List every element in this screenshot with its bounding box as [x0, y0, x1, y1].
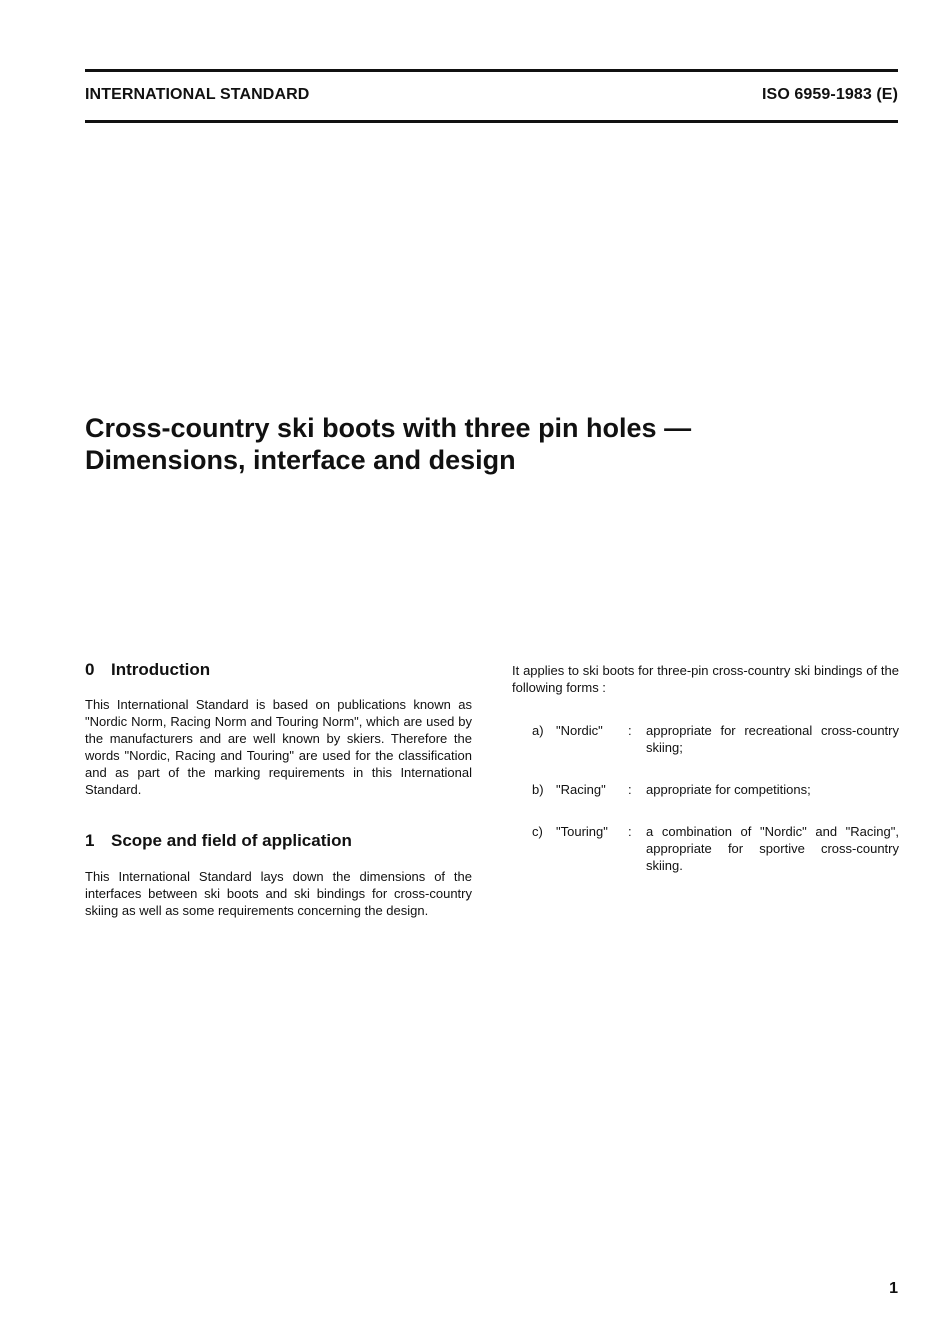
form-colon: : — [628, 824, 632, 839]
right-column — [512, 662, 899, 899]
scope-heading — [85, 831, 472, 851]
form-item-nordic — [512, 722, 899, 756]
header-rule-top — [85, 69, 898, 72]
form-colon: : — [628, 782, 632, 797]
document-title — [85, 412, 885, 476]
form-letter: a) — [532, 723, 544, 738]
applies-paragraph: It applies to ski boots for three-pin cross-country ski bindings of the following forms : — [512, 663, 899, 695]
form-term: "Racing" — [556, 782, 606, 797]
forms-list — [512, 722, 899, 874]
form-item-touring — [512, 823, 899, 874]
header-rule-bottom — [85, 120, 898, 123]
form-letter: b) — [532, 782, 544, 797]
scope-number: 1 — [85, 831, 95, 850]
left-column — [85, 660, 472, 919]
document-type-label: INTERNATIONAL STANDARD — [85, 86, 310, 103]
introduction-paragraph: This International Standard is based on publications known as "Nordic Norm, Racing Norm and Touring Norm", which are used by the manufacturers and are well known by skiers. Therefore the words "Nordic, Racing and Touring" are used for the classification and as part of the marking requirements in this International Standard. — [85, 697, 472, 797]
title-line-1: Cross-country ski boots with three pin holes — — [85, 413, 692, 443]
form-term: "Nordic" — [556, 723, 603, 738]
page-number: 1 — [889, 1280, 898, 1297]
introduction-title: Introduction — [111, 660, 211, 679]
scope-title: Scope and field of application — [111, 831, 352, 850]
form-description: a combination of "Nordic" and "Racing", appropriate for sportive cross-country skiing. — [646, 824, 899, 873]
form-term: "Touring" — [556, 824, 608, 839]
title-line-2: Dimensions, interface and design — [85, 445, 516, 475]
introduction-heading — [85, 660, 472, 680]
form-description: appropriate for competitions; — [646, 782, 811, 797]
introduction-number: 0 — [85, 660, 95, 679]
form-description: appropriate for recreational cross-country skiing; — [646, 723, 899, 755]
form-letter: c) — [532, 824, 543, 839]
standard-number: ISO 6959-1983 (E) — [762, 86, 898, 103]
scope-paragraph: This International Standard lays down the dimensions of the interfaces between ski boots and ski bindings for cross-country skiing as well as some requirements concerning the design. — [85, 869, 472, 918]
form-item-racing — [512, 781, 899, 798]
form-colon: : — [628, 723, 632, 738]
